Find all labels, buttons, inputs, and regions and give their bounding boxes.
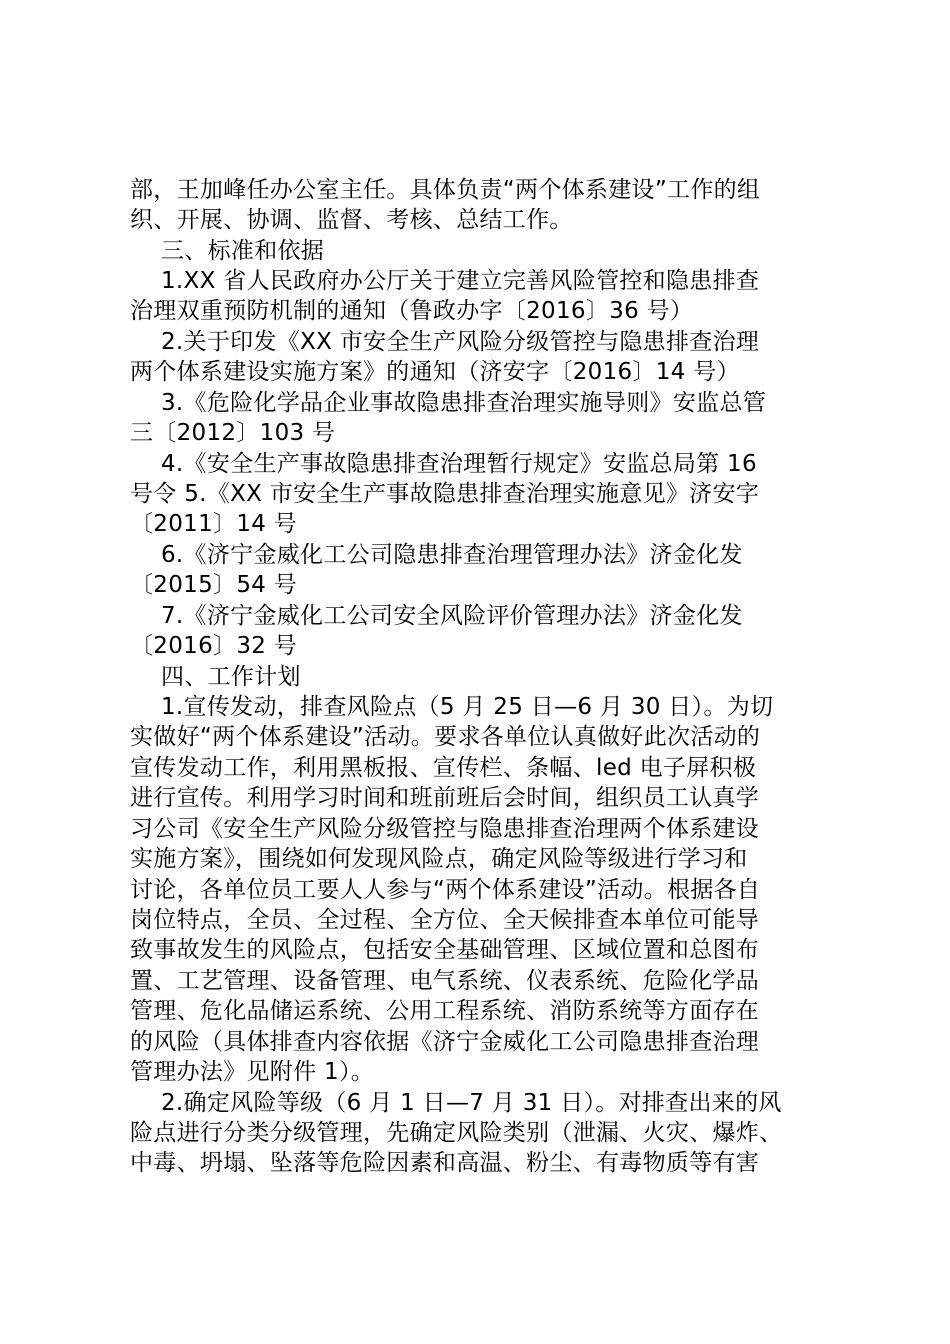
text-line: 〔2016〕32 号 [130,633,298,659]
text-line: 的风险（具体排查内容依据《济宁金威化工公司隐患排查治理 [130,1029,760,1055]
text-line: 4.《安全生产事故隐患排查治理暂行规定》安监总局第 16 [161,451,757,477]
text-line: 管理办法》见附件 1）。 [130,1059,375,1085]
text-line: 2.关于印发《XX 市安全生产风险分级管控与隐患排查治理 [161,329,760,355]
text-line: 管理、危化品储运系统、公用工程系统、消防系统等方面存在 [130,998,760,1024]
text-line: 3.《危险化学品企业事故隐患排查治理实施导则》安监总管 [161,390,767,416]
text-line: 中毒、坍塌、坠落等危险因素和高温、粉尘、有毒物质等有害 [130,1150,760,1176]
text-line: 治理双重预防机制的通知（鲁政办字〔2016〕36 号） [130,298,694,324]
text-line: 7.《济宁金威化工公司安全风险评价管理办法》济金化发 [161,603,743,629]
text-line: 号令 5.《XX 市安全生产事故隐患排查治理实施意见》济安字 [130,481,760,507]
text-line: 致事故发生的风险点，包括安全基础管理、区域位置和总图布 [130,937,760,963]
text-line: 习公司《安全生产风险分级管控与隐患排查治理两个体系建设 [130,816,760,842]
text-line: 6.《济宁金威化工公司隐患排查治理管理办法》济金化发 [161,542,743,568]
text-line: 三〔2012〕103 号 [130,420,336,446]
text-line: 置、工艺管理、设备管理、电气系统、仪表系统、危险化学品 [130,968,760,994]
text-line: 讨论，各单位员工要人人参与“两个体系建设”活动。根据各自 [130,877,761,903]
section-heading: 三、标准和依据 [161,238,325,264]
text-line: 织、开展、协调、监督、考核、总结工作。 [130,207,573,233]
text-line: 〔2015〕54 号 [130,572,298,598]
text-line: 险点进行分类分级管理，先确定风险类别（泄漏、火灾、爆炸、 [130,1120,783,1146]
text-line: 实做好“两个体系建设”活动。要求各单位认真做好此次活动的 [130,724,761,750]
section-heading: 四、工作计划 [161,664,301,690]
text-line: 2.确定风险等级（6 月 1 日—7 月 31 日）。对排查出来的风 [161,1090,782,1116]
text-line: 宣传发动工作，利用黑板报、宣传栏、条幅、led 电子屏积极 [130,755,757,781]
text-line: 〔2011〕14 号 [130,511,298,537]
text-line: 岗位特点，全员、全过程、全方位、全天候排查本单位可能导 [130,907,760,933]
text-line: 进行宣传。利用学习时间和班前班后会时间，组织员工认真学 [130,785,760,811]
text-line: 部，王加峰任办公室主任。具体负责“两个体系建设”工作的组 [130,177,761,203]
text-line: 1.XX 省人民政府办公厅关于建立完善风险管控和隐患排查 [161,268,760,294]
text-line: 两个体系建设实施方案》的通知（济安字〔2016〕14 号） [130,359,740,385]
text-line: 1.宣传发动，排查风险点（5 月 25 日—6 月 30 日）。为切 [161,694,774,720]
text-line: 实施方案》，围绕如何发现风险点，确定风险等级进行学习和 [130,846,748,872]
